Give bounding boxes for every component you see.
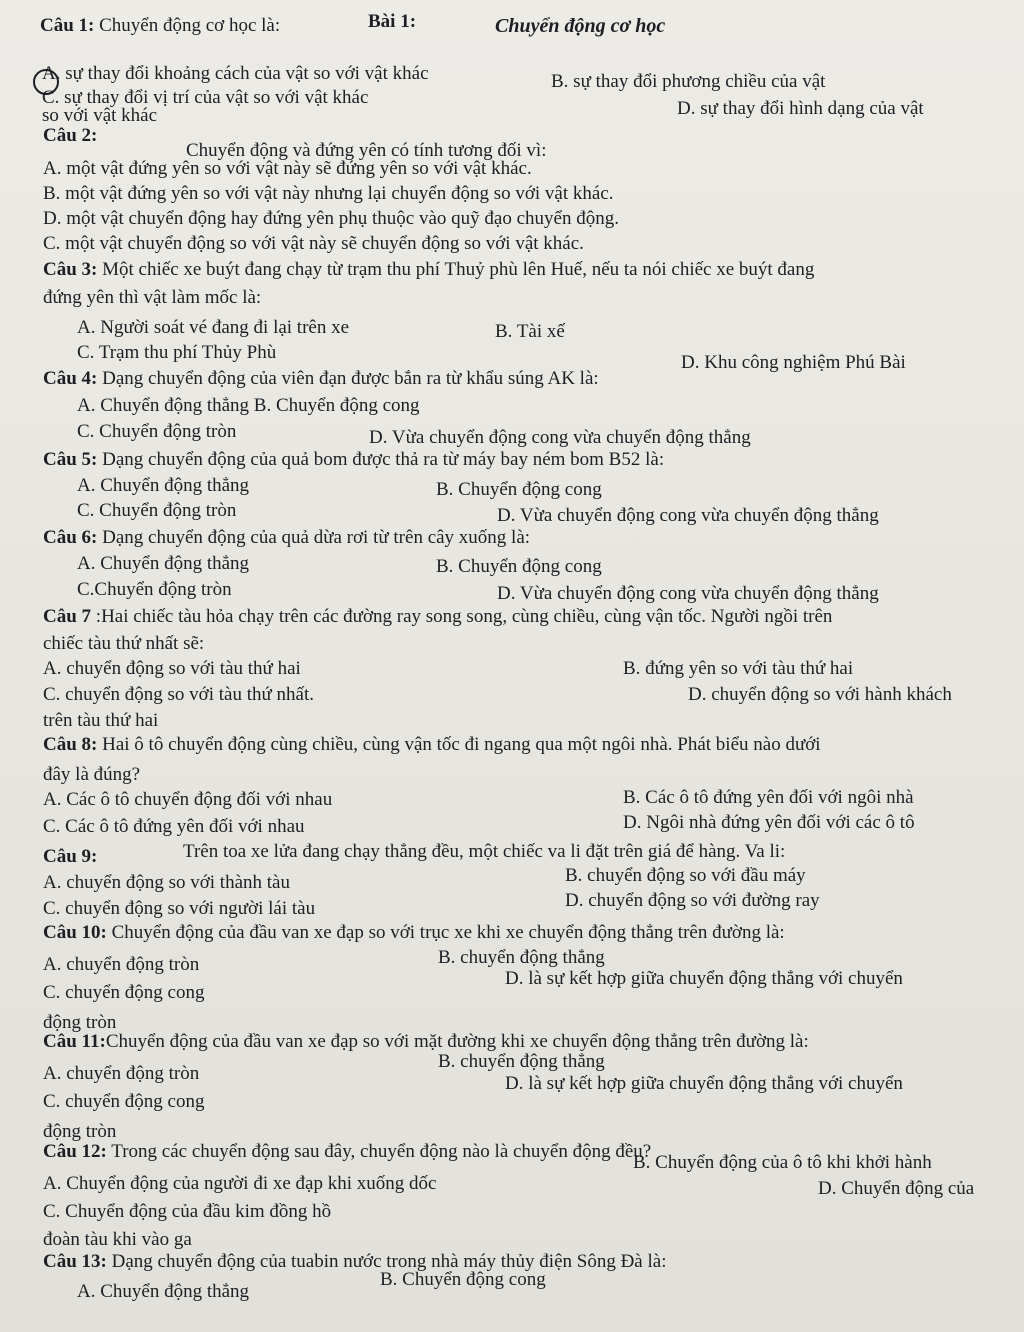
text-line [43, 1090, 204, 1114]
text-segment: B. Chuyển động cong [436, 479, 602, 500]
text-line [77, 316, 349, 340]
question-number: Câu 6: [43, 527, 98, 548]
text-segment: A. Chuyển động thẳng [77, 553, 250, 574]
text-segment: động tròn [43, 1121, 117, 1142]
text-line [43, 448, 664, 472]
text-line [43, 1250, 666, 1274]
text-line [43, 526, 530, 550]
text-segment: A. chuyển động so với thành tàu [43, 872, 290, 893]
text-line [436, 555, 602, 579]
text-segment: D. chuyển động so với đường ray [565, 890, 820, 911]
text-line [623, 811, 915, 835]
text-segment: C. Chuyển động của đầu kim đồng hồ [43, 1201, 332, 1222]
text-segment: D. Vừa chuyển động cong vừa chuyển động thẳng [497, 505, 879, 526]
text-segment: B. Tài xế [495, 321, 565, 342]
text-line [42, 62, 429, 86]
text-segment: C. chuyển động cong [43, 1091, 205, 1112]
text-line [43, 815, 305, 839]
text-segment: C. Các ô tô đứng yên đối với nhau [43, 816, 305, 837]
text-segment: trên tàu thứ hai [43, 710, 159, 731]
text-line [77, 420, 236, 444]
text-segment: A. Người soát vé đang đi lại trên xe [77, 317, 350, 338]
text-segment: so với vật khác [42, 105, 158, 126]
text-segment: Trên toa xe lửa đang chạy thẳng đều, một chiếc va li đặt trên giá để hàng. Va li: [183, 841, 786, 862]
text-line [505, 967, 903, 991]
text-segment: D. là sự kết hợp giữa chuyển động thẳng với chuyển [505, 968, 903, 989]
text-line [43, 1228, 192, 1252]
lesson-title: Chuyển động cơ học [495, 15, 666, 37]
text-line [77, 499, 236, 523]
question-number: Câu 11: [43, 1031, 106, 1052]
text-segment: D. một vật chuyển động hay đứng yên phụ thuộc vào quỹ đạo chuyển động. [43, 208, 619, 229]
text-segment: A. Chuyển động thẳng B. Chuyển động cong [77, 395, 420, 416]
text-line [565, 864, 806, 888]
question-number: Câu 4: [43, 368, 98, 389]
text-segment: B. Chuyển động của ô tô khi khởi hành [633, 1152, 932, 1173]
text-segment: Dạng chuyển động của quả dừa rơi từ trên cây xuống là: [97, 527, 531, 548]
text-segment: Hai ô tô chuyển động cùng chiều, cùng vận tốc đi ngang qua một ngôi nhà. Phát biểu nào dưới [97, 734, 821, 755]
text-line [77, 394, 420, 418]
text-line [43, 871, 290, 895]
text-segment: đoàn tàu khi vào ga [43, 1229, 192, 1250]
text-segment: B. Các ô tô đứng yên đối với ngôi nhà [623, 787, 914, 808]
text-line [77, 1280, 249, 1304]
text-line [77, 341, 276, 365]
text-segment: B. sự thay đổi phương chiều của vật [551, 71, 826, 92]
text-line [436, 478, 602, 502]
text-segment: A. Chuyển động của người đi xe đạp khi xuống dốc [43, 1173, 437, 1194]
text-segment: C. chuyển động so với tàu thứ nhất. [43, 684, 315, 705]
text-line [497, 582, 879, 606]
text-segment: B. Chuyển động cong [380, 1269, 546, 1290]
text-line [43, 182, 614, 206]
text-line [633, 1151, 932, 1175]
text-segment: Chuyển động của đầu van xe đạp so với trục xe khi xe chuyển động thẳng trên đường là: [106, 922, 785, 943]
text-line [43, 845, 97, 869]
text-line [565, 889, 820, 913]
text-segment: A. chuyển động so với tàu thứ hai [43, 658, 301, 679]
text-segment: Trong các chuyển động sau đây, chuyển động nào là chuyển động đều? [106, 1141, 652, 1162]
text-line [77, 578, 232, 602]
text-segment: C. chuyển động cong [43, 982, 205, 1003]
text-segment: B. chuyển động thẳng [438, 1051, 605, 1072]
text-line [497, 504, 879, 528]
text-line [183, 840, 785, 864]
lesson-number: Bài 1: [368, 11, 417, 32]
text-segment: A. Các ô tô chuyển động đối với nhau [43, 789, 333, 810]
question-number: Câu 8: [43, 734, 98, 755]
text-segment: B. Chuyển động cong [436, 556, 602, 577]
text-line [43, 921, 785, 945]
text-segment: B. đứng yên so với tàu thứ hai [623, 658, 854, 679]
text-segment: C. Trạm thu phí Thủy Phù [77, 342, 277, 363]
text-segment: Dạng chuyển động của quả bom được thả ra từ máy bay ném bom B52 là: [97, 449, 665, 470]
text-line [505, 1072, 903, 1096]
text-segment: Dạng chuyển động của viên đạn được bắn ra từ khẩu súng AK là: [97, 368, 599, 389]
question-number: Câu 12: [43, 1141, 107, 1162]
text-line [43, 1172, 436, 1196]
text-segment: đây là đúng? [43, 764, 141, 785]
text-segment: Dạng chuyển động của tuabin nước trong nhà máy thủy điện Sông Đà là: [106, 1251, 667, 1272]
text-line [43, 981, 204, 1005]
text-line [43, 232, 584, 256]
text-segment: Chuyển động cơ học là: [94, 15, 281, 36]
question-number: Câu 10: [43, 922, 107, 943]
text-line [40, 14, 280, 38]
text-segment: D. chuyển động so với hành khách [688, 684, 952, 705]
text-segment: A. chuyển động tròn [43, 1063, 200, 1084]
text-line [43, 286, 261, 310]
text-line [551, 70, 825, 94]
text-line [43, 683, 314, 707]
text-line [369, 426, 751, 450]
text-segment: C. sự thay đổi vị trí của vật so với vật khác [42, 87, 369, 108]
text-line [43, 207, 619, 231]
text-line [681, 351, 906, 375]
text-segment: A. Chuyển động thẳng [77, 475, 250, 496]
question-number: Câu 9: [43, 846, 98, 867]
text-segment: A. chuyển động tròn [43, 954, 200, 975]
question-number: Câu 13: [43, 1251, 107, 1272]
text-line [43, 157, 532, 181]
text-segment: chiếc tàu thứ nhất sẽ: [43, 633, 205, 654]
text-segment: Một chiếc xe buýt đang chạy từ trạm thu phí Thuỷ phù lên Huế, nếu ta nói chiếc xe buýt đang [97, 259, 815, 280]
text-segment: C. Chuyển động tròn [77, 421, 237, 442]
text-segment: A. Chuyển động thẳng [77, 1281, 250, 1302]
text-segment: B. chuyển động so với đầu máy [565, 865, 806, 886]
text-line [43, 1030, 809, 1054]
text-segment: A. sự thay đổi khoảng cách của vật so với vật khác [42, 63, 429, 84]
text-segment: C. chuyển động so với người lái tàu [43, 898, 316, 919]
text-line [43, 258, 814, 282]
text-segment: B. chuyển động thẳng [438, 947, 605, 968]
text-segment: động tròn [43, 1012, 117, 1033]
text-line [43, 763, 140, 787]
text-line [43, 1200, 331, 1224]
question-number: Câu 3: [43, 259, 98, 280]
text-line [43, 605, 832, 629]
text-line [677, 97, 924, 121]
text-line [43, 897, 315, 921]
text-segment: D. Vừa chuyển động cong vừa chuyển động thẳng [497, 583, 879, 604]
text-line [43, 657, 301, 681]
text-segment: A. một vật đứng yên so với vật này sẽ đứng yên so với vật khác. [43, 158, 532, 179]
text-line [623, 786, 914, 810]
question-number: Câu 5: [43, 449, 98, 470]
text-line [43, 788, 332, 812]
text-line [43, 953, 199, 977]
text-line [438, 1050, 605, 1074]
text-line [43, 1062, 199, 1086]
text-segment: :Hai chiếc tàu hỏa chạy trên các đường ray song song, cùng chiều, cùng vận tốc. Người ngồi trên [91, 606, 833, 627]
text-line [43, 1140, 651, 1164]
text-line [43, 709, 158, 733]
text-segment: C. một vật chuyển động so với vật này sẽ chuyển động so với vật khác. [43, 233, 584, 254]
text-segment: C.Chuyển động tròn [77, 579, 232, 600]
text-segment: B. một vật đứng yên so với vật này nhưng lại chuyển động so với vật khác. [43, 183, 614, 204]
text-line [43, 367, 599, 391]
text-segment: D. Khu công nghiệm Phú Bài [681, 352, 906, 373]
text-segment: D. Chuyển động của [818, 1178, 975, 1199]
text-line [43, 733, 821, 757]
text-line [77, 474, 249, 498]
text-segment: Chuyển động và đứng yên có tính tương đối vì: [186, 140, 547, 161]
text-segment: D. là sự kết hợp giữa chuyển động thẳng với chuyển [505, 1073, 903, 1094]
text-segment: D. Ngôi nhà đứng yên đối với các ô tô [623, 812, 915, 833]
text-line [495, 320, 565, 344]
text-line [43, 632, 204, 656]
text-segment: D. sự thay đổi hình dạng của vật [677, 98, 924, 119]
question-number: Câu 7 [43, 606, 92, 627]
text-line [380, 1268, 546, 1292]
text-line [623, 657, 853, 681]
text-segment: D. Vừa chuyển động cong vừa chuyển động thẳng [369, 427, 751, 448]
text-segment: C. Chuyển động tròn [77, 500, 237, 521]
text-segment: Chuyển động của đầu van xe đạp so với mặt đường khi xe chuyển động thẳng trên đường là: [105, 1031, 809, 1052]
question-number: Câu 1: [40, 15, 95, 36]
text-segment: đứng yên thì vật làm mốc là: [43, 287, 262, 308]
text-line [77, 552, 249, 576]
text-line [688, 683, 952, 707]
text-line [818, 1177, 974, 1201]
question-number: Câu 2: [43, 125, 98, 146]
text-line [43, 124, 97, 148]
